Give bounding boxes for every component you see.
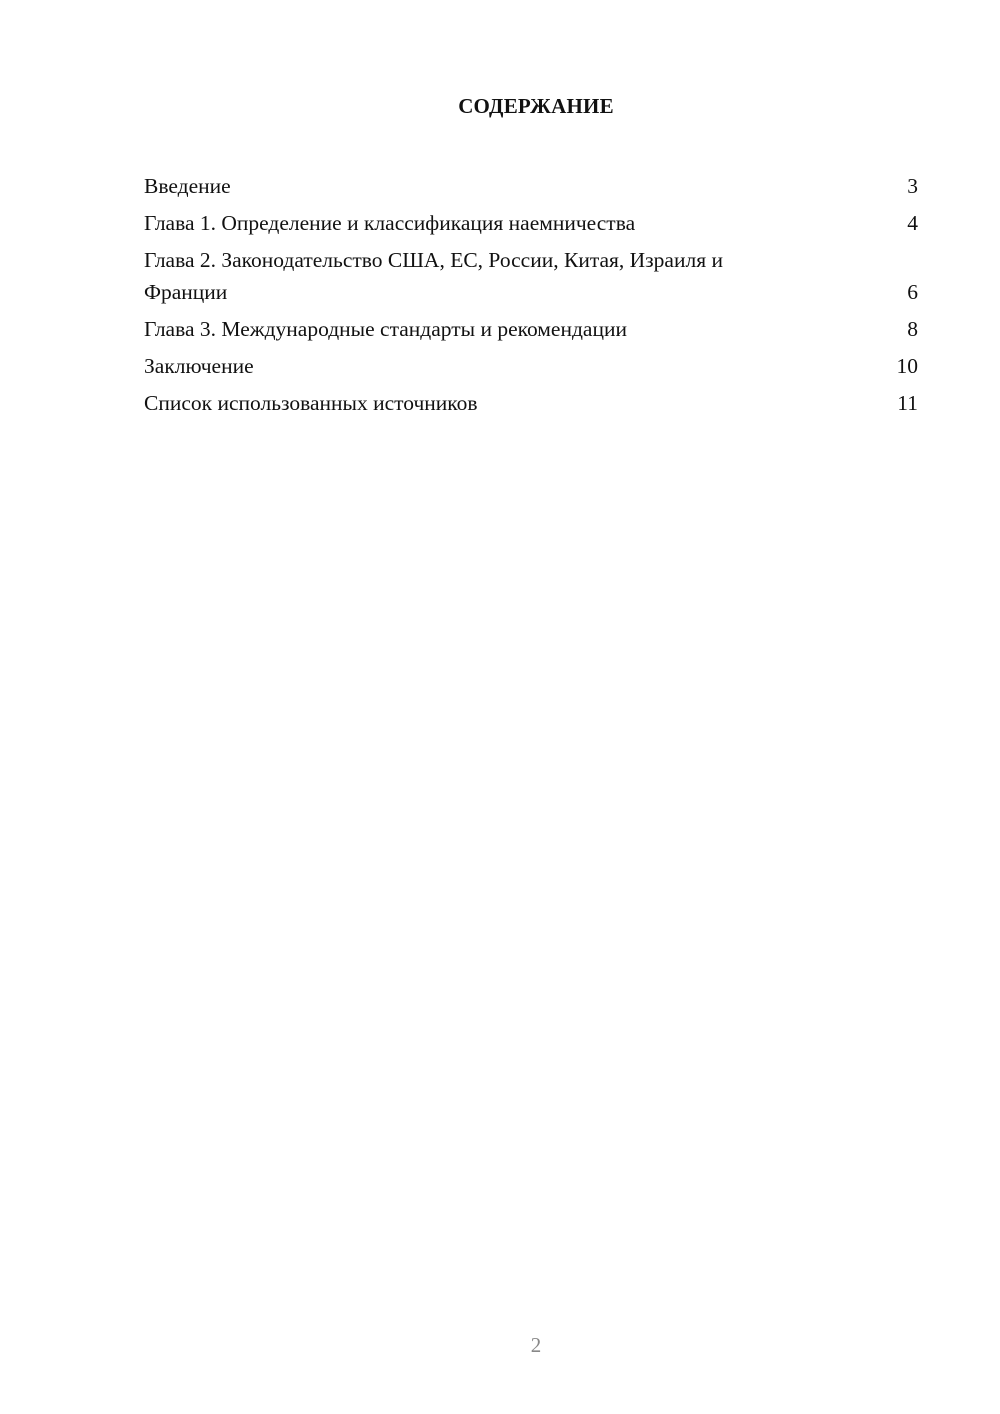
toc-entry-references [144,387,918,419]
toc-entry-chapter-3 [144,313,918,345]
toc-entry-chapter-1 [144,207,918,239]
toc-entry-conclusion [144,350,918,382]
toc-entry-page: 3 [907,174,918,198]
toc-entry-text: Введение [144,174,231,198]
toc-entry-page: 10 [896,354,918,378]
toc-entry-text: Глава 1. Определение и классификация наемничества [144,211,636,235]
toc-entry-text: Глава 3. Международные стандарты и рекомендации [144,317,627,341]
table-of-contents [144,170,918,424]
toc-title: СОДЕРЖАНИЕ [458,94,614,118]
toc-entry-page: 8 [907,317,918,341]
toc-entry-page: 11 [897,391,918,415]
toc-entry-page: 4 [907,211,918,235]
toc-entry-text: Список использованных источников [144,391,478,415]
toc-entry-page: 6 [907,280,918,304]
toc-entry-introduction [144,170,918,202]
toc-entry-text: Заключение [144,354,254,378]
toc-entry-text: Глава 2. Законодательство США, ЕС, России, Китая, Израиля и Франции [144,248,723,304]
page-number: 2 [530,1333,542,1357]
toc-entry-chapter-2 [144,244,918,308]
